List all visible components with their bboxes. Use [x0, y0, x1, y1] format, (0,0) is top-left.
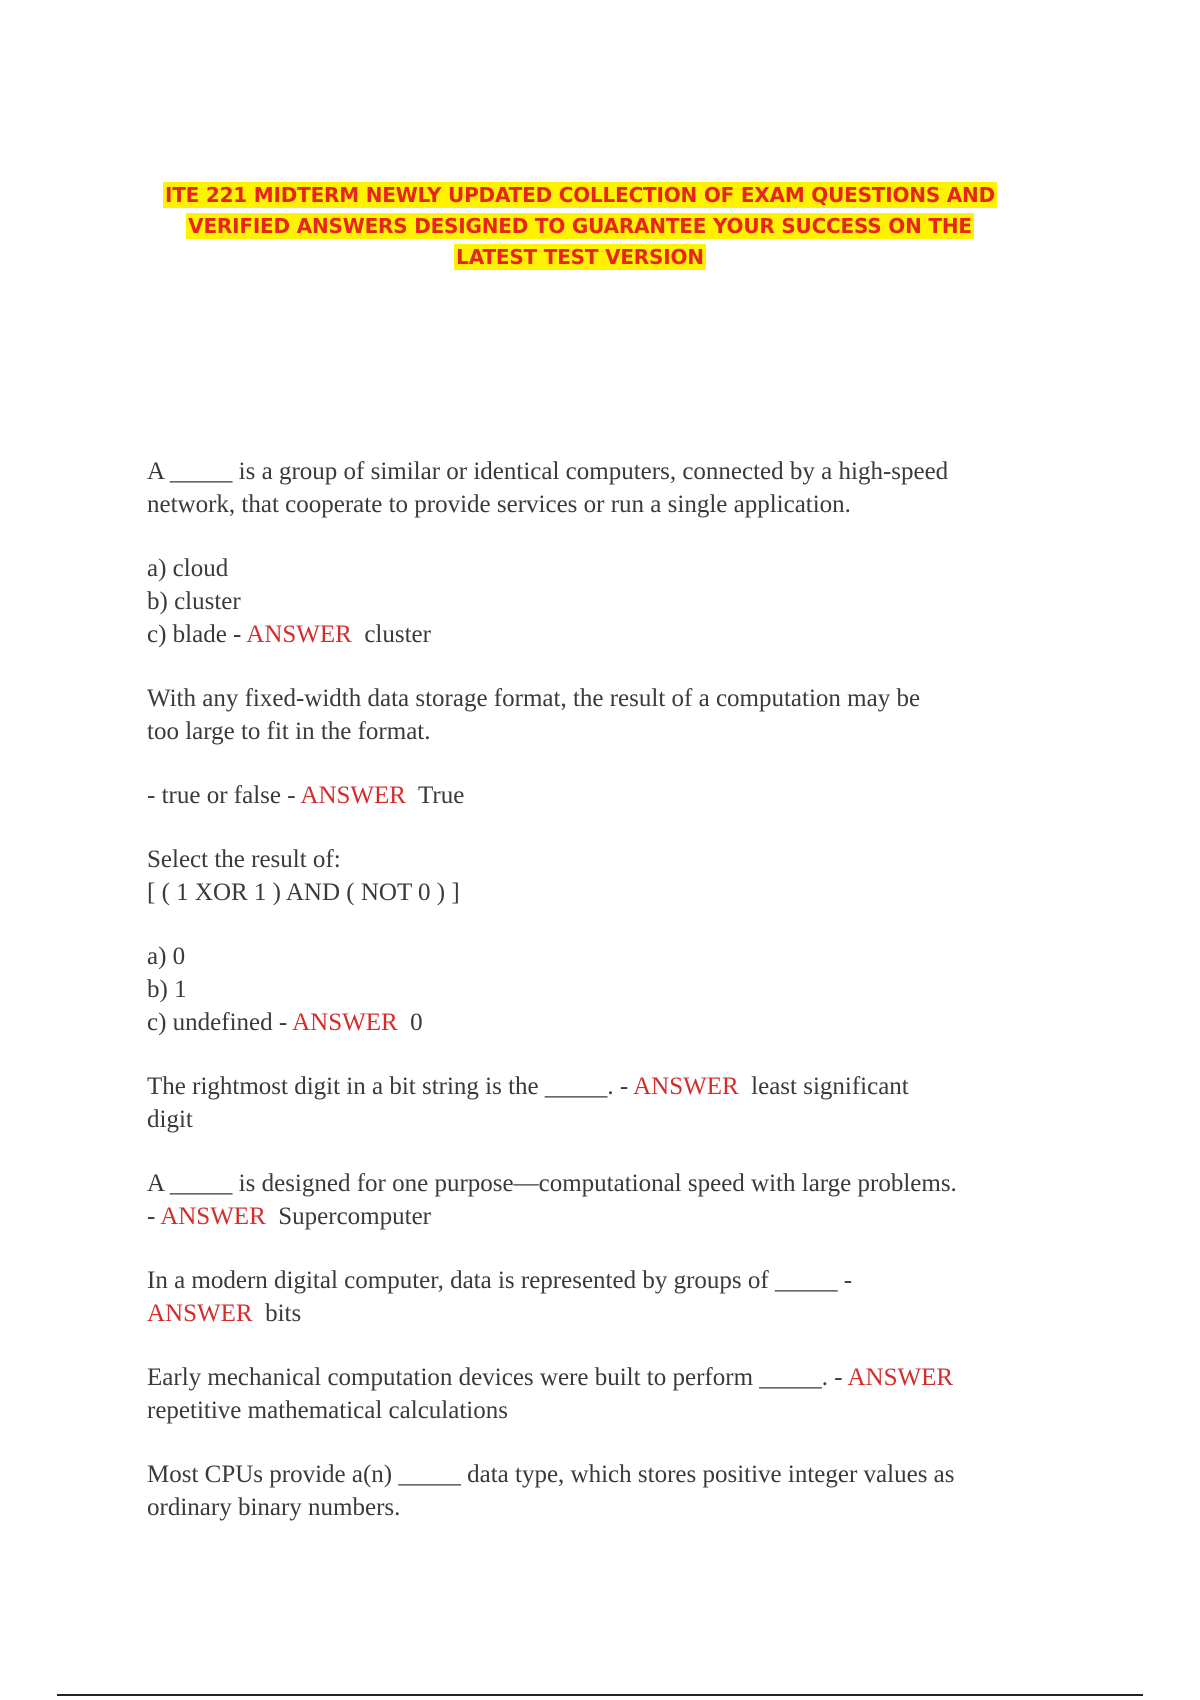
answer-value: 0 [410, 1009, 423, 1036]
title-line-2: VERIFIED ANSWERS DESIGNED TO GUARANTEE YOUR SUCCESS ON THE [188, 214, 972, 238]
question-unsigned [147, 1458, 1067, 1524]
question-text: A _____ is a group of similar or identical computers, connected by a high-speed [147, 458, 949, 485]
answer-value: cluster [364, 621, 431, 648]
question-mechanical [147, 1361, 1067, 1427]
option-with-answer [147, 1006, 1067, 1039]
question-text: network, that cooperate to provide services or run a single application. [147, 491, 851, 518]
answer-continuation: repetitive mathematical calculations [147, 1397, 508, 1424]
answer-label: ANSWER [246, 621, 352, 648]
question-rightmost-digit [147, 1070, 1067, 1136]
answer-label: ANSWER [147, 1300, 253, 1327]
prompt-text: Early mechanical computation devices were built to perform _____. - [147, 1364, 848, 1391]
option-item: a) cloud [147, 555, 229, 582]
question-text: Select the result of: [147, 846, 341, 873]
answer-continuation: digit [147, 1106, 193, 1133]
option-item: b) cluster [147, 588, 241, 615]
question-fixed-width [147, 682, 1067, 748]
questions-body [147, 455, 1067, 1555]
answer-prefix: - [147, 1203, 161, 1230]
answer-label: ANSWER [847, 1364, 954, 1391]
answer-label: ANSWER [160, 1203, 266, 1230]
option-item: a) 0 [147, 943, 186, 970]
answer-line [147, 1200, 1067, 1233]
answer-line [147, 779, 1067, 812]
answer-line [147, 1297, 1067, 1330]
options-cluster [147, 552, 1067, 651]
question-xor [147, 843, 1067, 909]
answer-line [147, 1361, 1067, 1394]
question-text: Most CPUs provide a(n) _____ data type, which stores positive integer values as [147, 1461, 955, 1488]
question-cluster [147, 455, 1067, 521]
prompt-text: A _____ is designed for one purpose—computational speed with large problems. [147, 1170, 957, 1197]
option-item: b) 1 [147, 976, 187, 1003]
prompt-text: The rightmost digit in a bit string is the _____. - [147, 1073, 634, 1100]
prompt-text: - true or false - [147, 782, 301, 809]
answer-label: ANSWER [300, 782, 406, 809]
title-line-1: ITE 221 MIDTERM NEWLY UPDATED COLLECTION OF EXAM QUESTIONS AND [164, 183, 996, 207]
answer-value: least significant [751, 1073, 909, 1100]
option-item: c) blade - [147, 621, 247, 648]
options-xor [147, 940, 1067, 1039]
question-text: too large to fit in the format. [147, 718, 431, 745]
title-line-3: LATEST TEST VERSION [456, 245, 704, 269]
answer-line [147, 1070, 1067, 1103]
answer-value: True [418, 782, 465, 809]
question-bits [147, 1264, 1067, 1330]
true-false-answer [147, 779, 1067, 812]
question-text: [ ( 1 XOR 1 ) AND ( NOT 0 ) ] [147, 879, 460, 906]
option-with-answer [147, 618, 1067, 651]
question-text: ordinary binary numbers. [147, 1494, 401, 1521]
question-supercomputer [147, 1167, 1067, 1233]
prompt-text: In a modern digital computer, data is represented by groups of _____ - [147, 1267, 853, 1294]
question-text: With any fixed-width data storage format, the result of a computation may be [147, 685, 921, 712]
document-title [120, 180, 1040, 273]
footer-divider [57, 1694, 1143, 1696]
answer-label: ANSWER [292, 1009, 398, 1036]
answer-value: Supercomputer [278, 1203, 431, 1230]
answer-label: ANSWER [633, 1073, 739, 1100]
option-item: c) undefined - [147, 1009, 293, 1036]
answer-value: bits [265, 1300, 302, 1327]
